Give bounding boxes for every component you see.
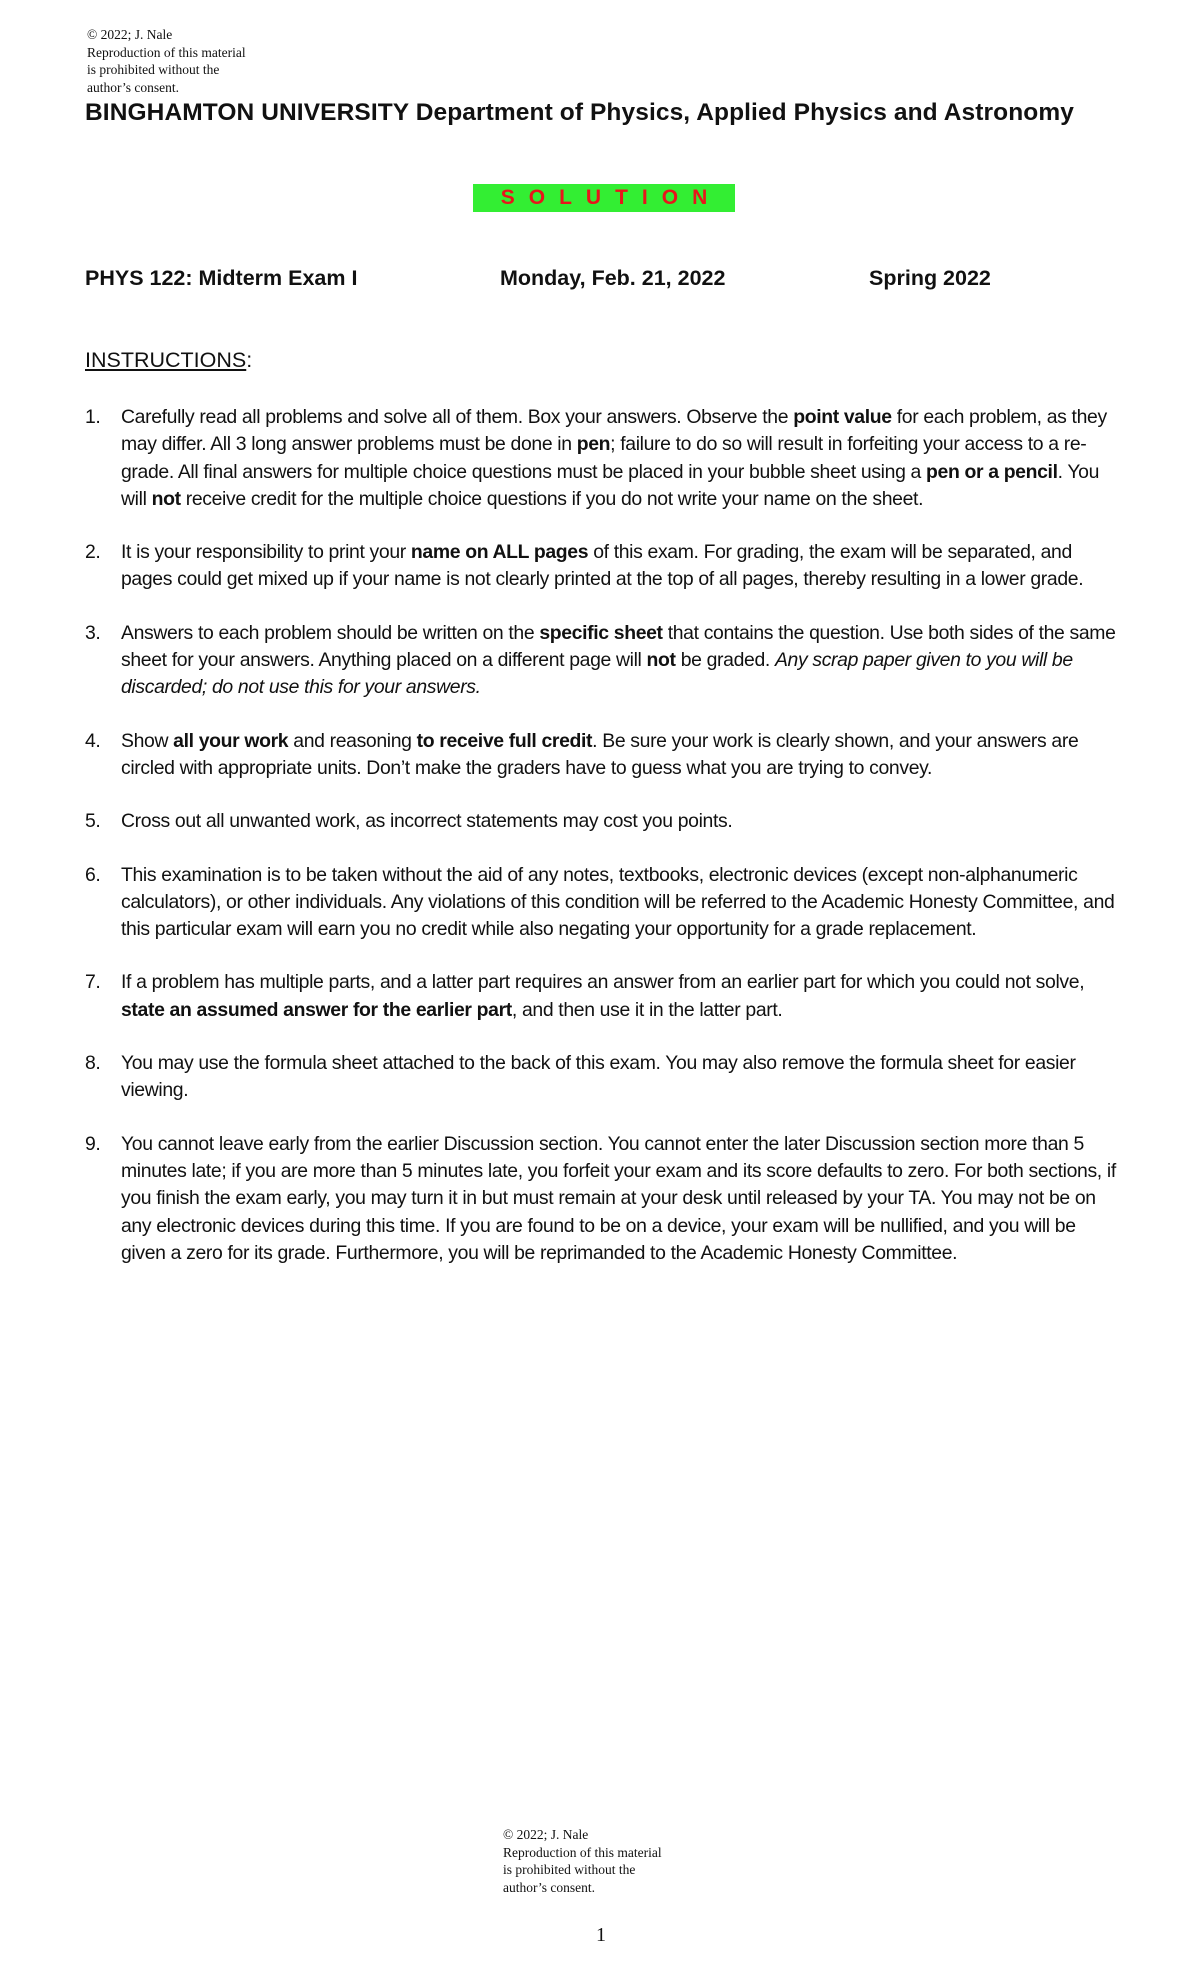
copyright-line: is prohibited without the xyxy=(503,1862,636,1877)
page-number: 1 xyxy=(596,1924,606,1946)
item-number: 2. xyxy=(85,541,101,564)
copyright-notice-bottom xyxy=(503,1826,662,1896)
instruction-item xyxy=(85,1050,1125,1105)
copyright-line: is prohibited without the xyxy=(87,62,220,77)
copyright-line: © 2022; J. Nale xyxy=(503,1827,589,1842)
copyright-line: Reproduction of this material xyxy=(87,44,246,60)
instruction-item xyxy=(85,728,1125,783)
instructions-title: INSTRUCTIONS xyxy=(85,348,247,372)
solution-label: SOLUTION xyxy=(500,186,722,209)
exam-date: Monday, Feb. 21, 2022 xyxy=(500,266,726,290)
item-text: If a problem has multiple parts, and a latter part requires an answer from an earlier part for which you could not solve, state an assumed answer for the earlier part, and then use it in the latter part. xyxy=(121,971,1085,1021)
item-text: You cannot leave early from the earlier Discussion section. You cannot enter the later Discussion section more than 5 minutes late; if you are more than 5 minutes late, you forfeit your exam and its score defaults to zero. For both sections, if you finish the exam early, you may turn it in but must remain at your desk until released by your TA. You may not be on any electronic devices during this time. If you are found to be on a device, your exam will be nullified, and you will be given a zero for its grade. Furthermore, you will be reprimanded to the Academic Honesty Committee. xyxy=(121,1132,1116,1264)
item-text: It is your responsibility to print your name on ALL pages of this exam. For grading, the exam will be separated, and pages could get mixed up if your name is not clearly printed at the top of all pages, thereby resulting in a lower grade. xyxy=(121,541,1084,591)
instruction-item xyxy=(85,620,1125,702)
item-text: This examination is to be taken without the aid of any notes, textbooks, electronic devices (except non-alphanumeric calculators), or other individuals. Any violations of this condition will be referred to the Academic Honesty Committee, and this particular exam will earn you no credit while also negating your opportunity for a grade replacement. xyxy=(121,863,1115,941)
solution-banner xyxy=(473,184,735,212)
item-text: Cross out all unwanted work, as incorrect statements may cost you points. xyxy=(121,810,733,833)
department-header: BINGHAMTON UNIVERSITY Department of Physics, Applied Physics and Astronomy xyxy=(85,99,1074,126)
copyright-line: © 2022; J. Nale xyxy=(87,27,173,42)
instructions-heading xyxy=(85,348,252,373)
item-number: 1. xyxy=(85,406,101,428)
item-text: Answers to each problem should be written on the specific sheet that contains the question. Use both sides of the same sheet for your answers. Anything placed on a different page will not be graded. Any scrap paper given to you will be discarded; do not use this for your answers. xyxy=(121,621,1116,699)
item-number: 9. xyxy=(85,1132,101,1155)
exam-course: PHYS 122: Midterm Exam I xyxy=(85,266,358,290)
item-number: 6. xyxy=(85,863,101,886)
instruction-item xyxy=(85,808,1125,835)
instruction-item xyxy=(85,1131,1125,1267)
instructions-colon: : xyxy=(246,348,253,372)
exam-term: Spring 2022 xyxy=(869,266,991,290)
item-text: Show all your work and reasoning to receive full credit. Be sure your work is clearly shown, and your answers are circled with appropriate units. Don’t make the graders have to guess what you are trying to convey. xyxy=(121,729,1079,779)
instructions-list xyxy=(85,404,1125,1293)
copyright-notice-top xyxy=(87,26,246,96)
copyright-line: author’s consent. xyxy=(87,79,179,95)
instruction-item xyxy=(85,404,1125,513)
item-number: 7. xyxy=(85,971,101,994)
item-text: You may use the formula sheet attached to the back of this exam. You may also remove the formula sheet for easier viewing. xyxy=(121,1052,1076,1102)
item-number: 8. xyxy=(85,1052,101,1075)
copyright-line: Reproduction of this material xyxy=(503,1844,662,1860)
instruction-item xyxy=(85,862,1125,944)
item-text: Carefully read all problems and solve all of them. Box your answers. Observe the point value for each problem, as they may differ. All 3 long answer problems must be done in pen; failure to do so will result in forfeiting your access to a re-grade. All final answers for multiple choice questions must be placed in your bubble sheet using a pen or a pencil. You will not receive credit for the multiple choice questions if you do not write your name on the sheet. xyxy=(121,406,1107,510)
item-number: 4. xyxy=(85,729,101,752)
item-number: 5. xyxy=(85,810,101,833)
item-number: 3. xyxy=(85,621,101,644)
copyright-line: author’s consent. xyxy=(503,1879,595,1895)
instruction-item xyxy=(85,969,1125,1024)
instruction-item xyxy=(85,539,1125,594)
